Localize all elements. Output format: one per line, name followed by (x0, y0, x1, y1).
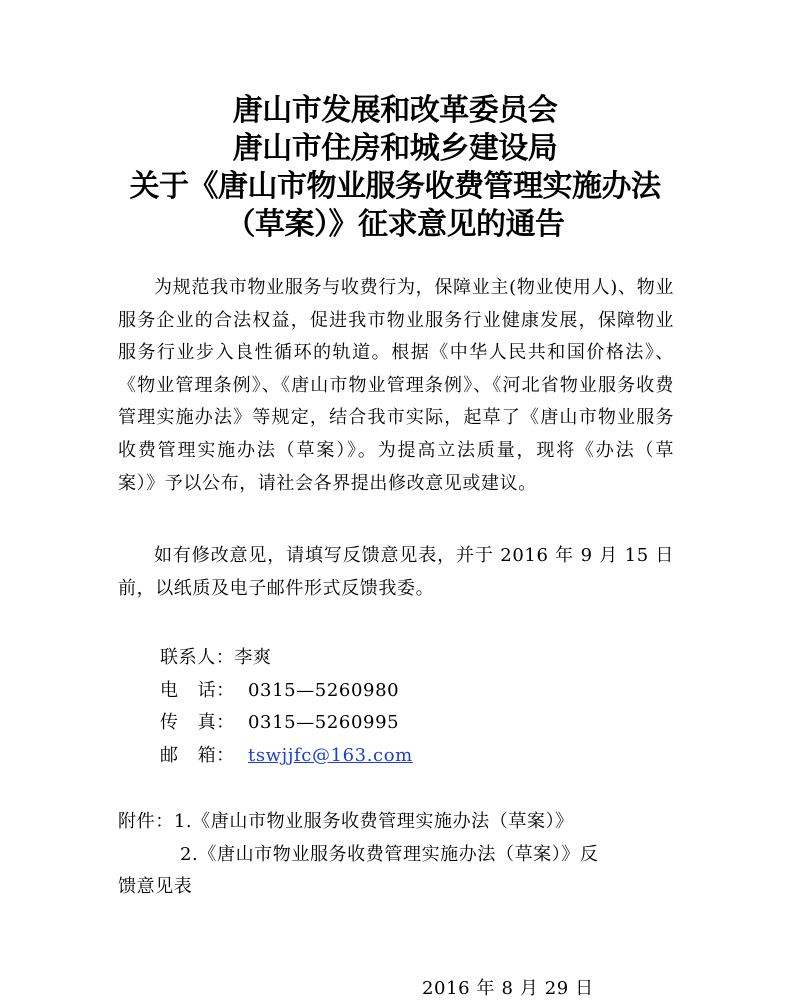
contact-phone-value: 0315—5260980 (248, 679, 400, 701)
contact-person-row (160, 642, 413, 675)
contact-person-label: 联系人： (160, 647, 235, 668)
contact-person-value: 李爽 (234, 647, 272, 668)
document-date: 2016 年 8 月 29 日 (422, 978, 594, 999)
contact-email-link[interactable]: tswjjfc@163.com (248, 744, 413, 766)
body-paragraph-2 (118, 540, 674, 605)
attachment-item-2: 2.《唐山市物业服务收费管理实施办法（草案）》反 (180, 843, 599, 865)
title-line-2: 唐山市住房和城乡建设局 (232, 131, 558, 166)
document-title (0, 92, 790, 244)
paragraph-2-text: 如有修改意见，请填写反馈意见表，并于 2016 年 9 月 15 日前，以纸质及电子邮件形式反馈我委。 (118, 545, 674, 599)
contact-fax-row (160, 707, 413, 740)
title-line-3: 关于《唐山市物业服务收费管理实施办法 (129, 169, 661, 204)
contact-email-label: 邮 箱： (160, 744, 235, 766)
contact-phone-row (160, 675, 413, 708)
body-paragraph-1 (118, 272, 674, 500)
attachment-item-2-continued: 馈意见表 (118, 876, 193, 898)
attachment-item-1-text: 1.《唐山市物业服务收费管理实施办法（草案）》 (173, 811, 574, 832)
attachments (118, 806, 678, 904)
contact-fax-value: 0315—5260995 (248, 712, 400, 734)
attachments-label: 附件： (118, 811, 174, 832)
paragraph-1-text: 为规范我市物业服务与收费行为，保障业主(物业使用人)、物业服务企业的合法权益，促进我市物业服务行业健康发展，保障物业服务行业步入良性循环的轨道。根据《中华人民共和国价格法》、《物业管理条例》、《唐山市物业管理条例》、《河北省物业服务收费管理实施办法》等规定，结合我市实际，起草了《唐山市物业服务收费管理实施办法（草案）》。为提高立法质量，现将《办法（草案）》予以公布，请社会各界提出修改意见或建议。 (118, 277, 674, 494)
attachment-item-1 (118, 806, 678, 839)
title-line-1: 唐山市发展和改革委员会 (232, 93, 558, 128)
contact-info (160, 642, 413, 772)
contact-fax-label: 传 真： (160, 712, 235, 734)
contact-phone-label: 电 话： (160, 679, 235, 701)
title-line-4: （草案）》征求意见的通告 (225, 207, 565, 242)
contact-email-row (160, 740, 413, 773)
